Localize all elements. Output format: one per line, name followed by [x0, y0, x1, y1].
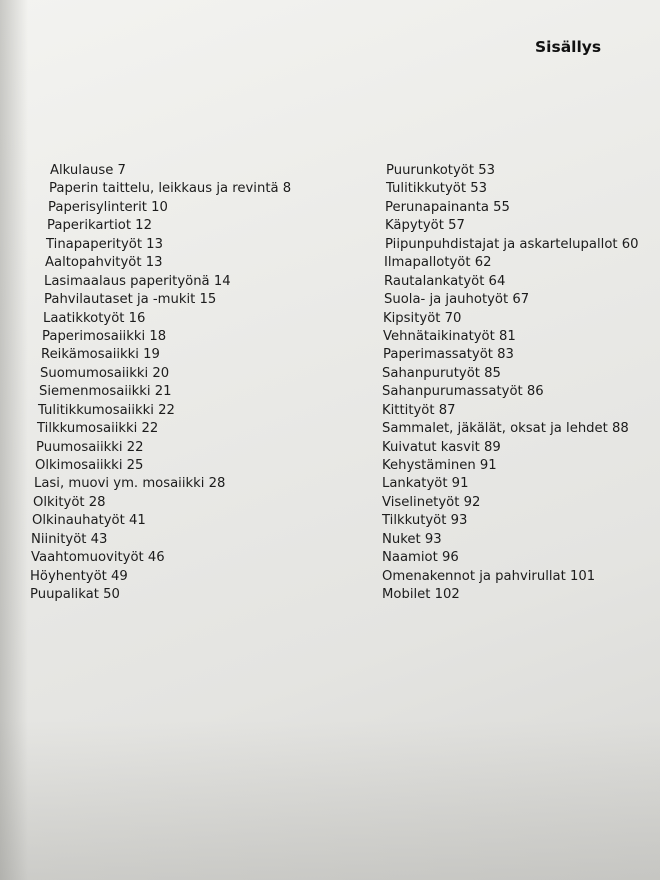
toc-entry: Ilmapallotyöt 62: [384, 255, 492, 271]
toc-entry: Reikämosaiikki 19: [41, 347, 160, 363]
toc-entry: Sahanpurutyöt 85: [382, 365, 501, 381]
toc-entry: Viselinetyöt 92: [382, 494, 481, 510]
toc-entry: Vaahtomuovityöt 46: [31, 550, 165, 566]
toc-entry: Lasimaalaus paperityönä 14: [44, 273, 231, 289]
page-bottom-shadow: [0, 720, 660, 880]
toc-right-column: [382, 162, 639, 605]
toc-entry: Rautalankatyöt 64: [384, 273, 506, 289]
toc-entry: Puumosaiikki 22: [36, 439, 144, 455]
toc-entry: Höyhentyöt 49: [30, 568, 128, 584]
toc-entry: Tinapaperityöt 13: [46, 236, 163, 252]
toc-entry: Tulitikkumosaiikki 22: [38, 402, 175, 418]
toc-entry: Mobilet 102: [382, 587, 460, 603]
toc-entry: Suomumosaiikki 20: [40, 365, 170, 381]
toc-entry: Olkinauhatyöt 41: [32, 513, 146, 529]
toc-left-column: [30, 162, 291, 605]
toc-entry: Perunapainanta 55: [385, 199, 510, 215]
toc-entry: Lasi, muovi ym. mosaiikki 28: [34, 476, 226, 492]
toc-entry: Puurunkotyöt 53: [386, 163, 495, 178]
toc-entry: Paperikartiot 12: [47, 218, 152, 234]
toc-entry: Paperimosaiikki 18: [42, 328, 167, 344]
toc-entry: Olkimosaiikki 25: [35, 458, 144, 473]
toc-entry: Tilkkutyöt 93: [382, 513, 468, 529]
toc-entry: Laatikkotyöt 16: [43, 310, 146, 326]
toc-entry: Lankatyöt 91: [382, 476, 469, 492]
toc-entry: Pahvilautaset ja -mukit 15: [44, 292, 217, 308]
toc-entry: Kehystäminen 91: [382, 458, 497, 473]
page-title: Sisällys: [535, 38, 602, 56]
toc-entry: Paperimassatyöt 83: [383, 347, 514, 363]
toc-entry: Piipunpuhdistajat ja askartelupallot 60: [385, 236, 639, 252]
toc-entry: Siemenmosaiikki 21: [39, 384, 172, 400]
toc-entry: Tilkkumosaiikki 22: [37, 421, 159, 437]
toc-entry: Paperin taittelu, leikkaus ja revintä 8: [49, 181, 292, 197]
toc-entry: Niinityöt 43: [31, 531, 108, 547]
toc-entry: Aaltopahvityöt 13: [45, 255, 163, 271]
toc-entry: Puupalikat 50: [30, 587, 120, 603]
toc-entry: Alkulause 7: [50, 163, 126, 178]
toc-entry: Suola- ja jauhotyöt 67: [384, 292, 530, 308]
toc-entry: Sahanpurumassatyöt 86: [382, 384, 544, 400]
toc-entry: Omenakennot ja pahvirullat 101: [382, 568, 596, 584]
toc-entry: Vehnätaikinatyöt 81: [383, 328, 516, 344]
toc-entry: Nuket 93: [382, 531, 442, 547]
toc-entry: Naamiot 96: [382, 550, 459, 566]
toc-entry: Paperisylinterit 10: [48, 199, 168, 215]
toc-entry: Kuivatut kasvit 89: [382, 439, 501, 455]
toc-entry: Tulitikkutyöt 53: [386, 181, 487, 197]
toc-entry: Sammalet, jäkälät, oksat ja lehdet 88: [382, 421, 629, 437]
toc-entry: Käpytyöt 57: [385, 218, 465, 234]
toc-entry: Olkityöt 28: [33, 494, 106, 510]
toc-entry: Kittityöt 87: [382, 402, 456, 418]
toc-entry: Kipsityöt 70: [383, 310, 462, 326]
